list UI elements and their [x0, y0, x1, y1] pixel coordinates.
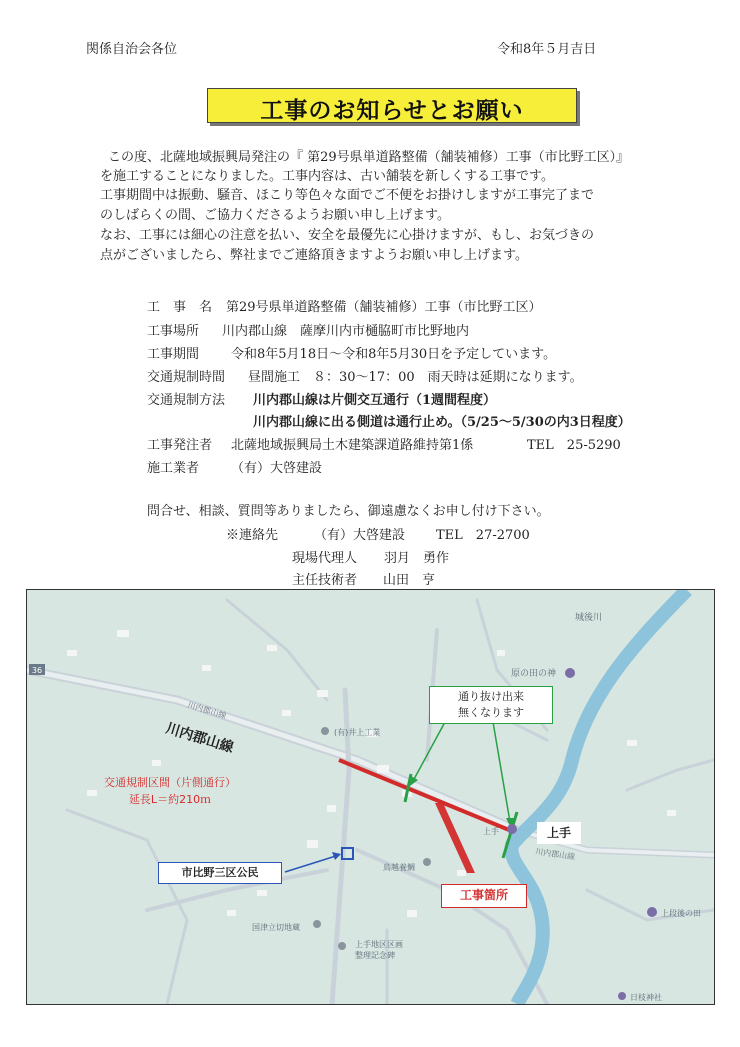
detail-place-value: 川内郡山線 薩摩川内市樋脇町市比野地内	[222, 324, 470, 339]
shrine-top-icon	[565, 668, 575, 678]
restriction-line-2: 延長L＝約210ｍ	[128, 793, 212, 806]
engineer-name: 山田 亨	[383, 573, 436, 588]
detail-method-label: 交通規制方法	[147, 393, 226, 408]
no-through-callout	[429, 686, 553, 724]
intro-line-5: なお、工事には細心の注意を払い、安全を最優先に心掛けますが、もし、お気づきの	[100, 228, 595, 243]
intro-line-4: のしばらくの間、ご協力くださるようお願い申し上げます。	[100, 208, 450, 223]
memorial-poi-label-1: 上手地区区画	[355, 940, 403, 949]
inquiry-text: 問合せ、相談、質問等ありましたら、御遠慮なくお申し付け下さい。	[147, 504, 550, 519]
kamite-poi-icon	[507, 824, 517, 834]
memorial-poi-icon	[338, 942, 346, 950]
detail-time-value: 昼間施工 ８：30～17：00 雨天時は延期になります。	[248, 370, 583, 385]
kamite-label-box	[537, 822, 581, 844]
detail-name-value: 第29号県単道路整備（舗装補修）工事（市比野工区）	[226, 300, 542, 315]
intro-line-1: この度、北薩地域振興局発注の『 第29号県単道路整備（舗装補修）工事（市比野工区）』	[108, 150, 630, 165]
contact-label: ※連絡先	[226, 528, 279, 543]
agent-label: 現場代理人	[292, 551, 358, 566]
blue-arrow	[285, 855, 339, 872]
memorial-poi-label-2: 整理記念碑	[355, 951, 395, 960]
green-arrow-2	[493, 722, 510, 822]
page-title: 工事のお知らせとお願い	[260, 97, 524, 124]
kamite-big-label: 上手	[546, 826, 571, 840]
title-box	[207, 88, 577, 123]
road-label-right: 川内郡山線	[534, 847, 576, 862]
community-hall-label: 市比野三区公民	[181, 866, 259, 879]
shrine-top-label: 原の田の神	[511, 669, 557, 679]
detail-method-value-1: 川内郡山線は片側交互通行（1週間程度）	[253, 393, 497, 408]
recipient: 関係自治会各位	[86, 42, 178, 57]
route-badge: 36	[31, 666, 43, 675]
detail-orderer-label: 工事発注者	[147, 438, 213, 453]
right-poi-icon	[647, 907, 657, 917]
no-through-line-1: 通り抜け出来	[458, 690, 524, 703]
work-site-label: 工事箇所	[459, 888, 508, 902]
river-name: 城後川	[575, 613, 603, 623]
kamite-small-label: 上手	[483, 827, 499, 836]
company-poi-label: (有)井上工業	[334, 728, 381, 737]
detail-period-label: 工事期間	[147, 347, 200, 362]
torigoe-poi-label: 鳥越養鯛	[383, 863, 415, 872]
road-label-big: 川内郡山線	[163, 720, 236, 757]
detail-orderer-value: 北薩地域振興局土木建築課道路維持第1係	[231, 438, 474, 453]
detail-period-value: 令和8年5月18日～令和8年5月30日を予定しています。	[231, 347, 557, 362]
restriction-line-1: 交通規制区間（片側通行）	[104, 776, 236, 789]
bottom-poi-label: 日枝神社	[630, 993, 662, 1002]
right-poi-label: 上段後の田	[661, 909, 701, 918]
no-through-line-2: 無くなります	[458, 706, 524, 719]
bottom-poi-icon	[618, 992, 626, 1000]
kunitsu-poi-icon	[313, 920, 321, 928]
contact-company: （有）大啓建設	[314, 528, 406, 543]
intro-line-6: 点がございましたら、弊社までご連絡頂きますようお願い申し上げます。	[100, 248, 528, 263]
company-poi-icon	[321, 727, 329, 735]
detail-contractor-label: 施工業者	[147, 461, 200, 476]
intro-line-2: を施工することになりました。工事内容は、古い舗装を新しくする工事です。	[100, 169, 554, 184]
intro-line-3: 工事期間中は振動、騒音、ほこり等色々な面でご不便をお掛けしますが工事完了まで	[100, 188, 595, 203]
engineer-label: 主任技術者	[292, 573, 358, 588]
detail-name-label: 工 事 名	[147, 300, 213, 315]
detail-method-value-2: 川内郡山線に出る側道は通行止め。（5/25～5/30の内3日程度）	[253, 415, 631, 430]
map[interactable]	[26, 589, 715, 1005]
contact-tel: TEL 27-2700	[436, 528, 530, 543]
kunitsu-poi-label: 国津立切地蔵	[252, 923, 300, 932]
restriction-line	[339, 760, 514, 832]
detail-orderer-tel: TEL 25-5290	[527, 438, 621, 453]
detail-time-label: 交通規制時間	[147, 370, 226, 385]
community-hall-callout	[158, 862, 282, 884]
restriction-callout	[90, 774, 250, 808]
river	[511, 590, 687, 1004]
road-label-small: 川内郡山線	[186, 700, 228, 721]
detail-place-label: 工事場所	[147, 324, 200, 339]
detail-contractor-value: （有）大啓建設	[231, 461, 323, 476]
agent-name: 羽月 勇作	[384, 551, 450, 566]
work-site-callout	[441, 884, 527, 908]
torigoe-poi-icon	[423, 858, 431, 866]
date: 令和8年５月吉日	[497, 42, 597, 57]
